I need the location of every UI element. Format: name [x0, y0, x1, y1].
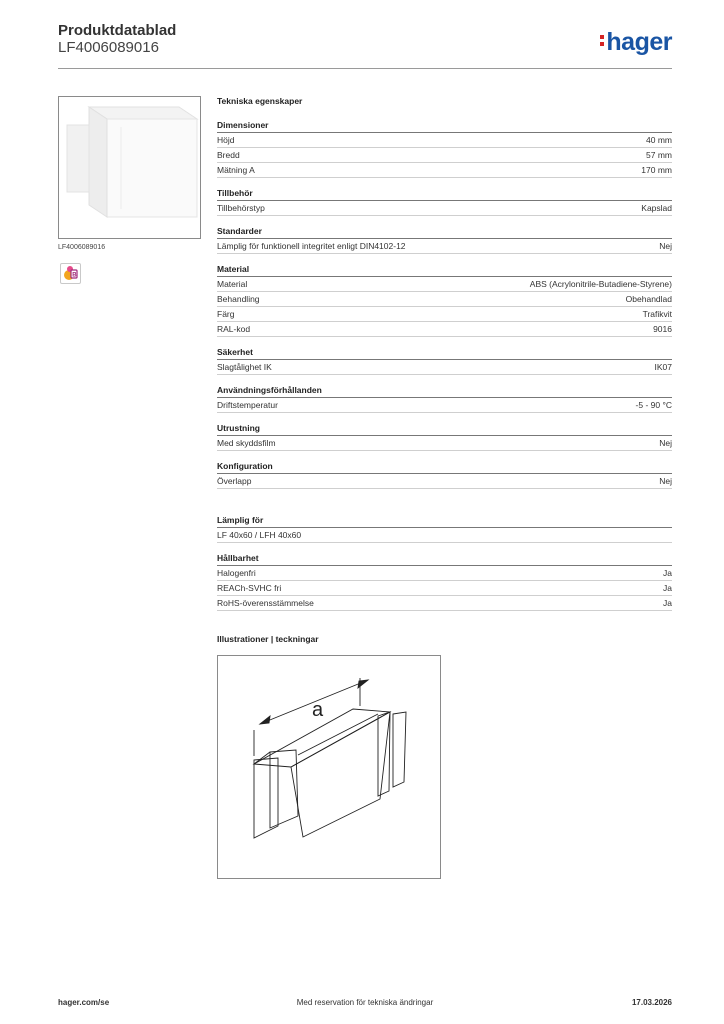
- section-suitable-for: [217, 515, 672, 543]
- page-header: [58, 22, 672, 69]
- spec-label: Mätning A: [217, 165, 255, 175]
- svg-text:B: B: [72, 272, 77, 279]
- section-safety: [217, 347, 672, 375]
- section-sustainability: [217, 553, 672, 611]
- spec-value: IK07: [654, 362, 672, 372]
- specs-heading: Tekniska egenskaper: [217, 96, 303, 106]
- spec-value: Nej: [659, 438, 672, 448]
- spec-label: LF 40x60 / LFH 40x60: [217, 530, 302, 540]
- spec-label: Driftstemperatur: [217, 400, 278, 410]
- spec-label: Material: [217, 279, 248, 289]
- section-title: Konfiguration: [217, 461, 672, 474]
- spec-label: Höjd: [217, 135, 235, 145]
- spec-value: Ja: [663, 598, 672, 608]
- spec-row: [217, 148, 672, 163]
- spec-row: [217, 239, 672, 254]
- section-title: Dimensioner: [217, 120, 672, 133]
- section-title: Standarder: [217, 226, 672, 239]
- spec-value: 57 mm: [646, 150, 672, 160]
- spec-row: [217, 277, 672, 292]
- spec-row: [217, 436, 672, 451]
- section-standards: [217, 226, 672, 254]
- section-equipment: [217, 423, 672, 451]
- spec-label: REACh-SVHC fri: [217, 583, 282, 593]
- technical-drawing: [217, 655, 441, 879]
- section-title: Säkerhet: [217, 347, 672, 360]
- section-title: Hållbarhet: [217, 553, 672, 566]
- spec-value: 170 mm: [641, 165, 672, 175]
- eco-badge-icon: [60, 263, 81, 284]
- logo-text: hager: [606, 28, 672, 56]
- spec-value: Trafikvit: [642, 309, 672, 319]
- t-piece-drawing: [218, 656, 440, 878]
- spec-row: [217, 322, 672, 337]
- spec-row: [217, 360, 672, 375]
- section-material: [217, 264, 672, 337]
- spec-label: RAL-kod: [217, 324, 251, 334]
- spec-row: [217, 307, 672, 322]
- section-title: Lämplig för: [217, 515, 672, 528]
- dimension-label: a: [312, 699, 324, 721]
- technical-specs: [217, 96, 672, 611]
- spec-row: [217, 201, 672, 216]
- spec-label: Behandling: [217, 294, 260, 304]
- footer-disclaimer: Med reservation för tekniska ändringar: [296, 998, 434, 1007]
- spec-row: [217, 474, 672, 489]
- product-thumbnail: [58, 96, 201, 239]
- hager-logo: [600, 28, 672, 57]
- spec-label: Halogenfri: [217, 568, 256, 578]
- spec-value: Ja: [663, 583, 672, 593]
- spec-row: [217, 596, 672, 611]
- spec-row: [217, 581, 672, 596]
- spec-label: Bredd: [217, 150, 240, 160]
- footer-website[interactable]: hager.com/se: [58, 998, 110, 1007]
- spec-value: Kapslad: [641, 203, 672, 213]
- spec-value: -5 - 90 °C: [635, 400, 672, 410]
- product-image: [59, 97, 200, 238]
- product-code: LF4006089016: [58, 39, 159, 56]
- spec-row: [217, 398, 672, 413]
- section-title: Tillbehör: [217, 188, 672, 201]
- section-operating-conditions: [217, 385, 672, 413]
- spec-value: 9016: [653, 324, 672, 334]
- spec-value: ABS (Acrylonitrile-Butadiene-Styrene): [529, 279, 672, 289]
- spec-value: Nej: [659, 241, 672, 251]
- spec-label: Överlapp: [217, 476, 252, 486]
- spec-value: Nej: [659, 476, 672, 486]
- spec-label: Lämplig för funktionell integritet enligt DIN4102-12: [217, 241, 406, 251]
- thumbnail-code: LF4006089016: [58, 244, 106, 251]
- page-title: Produktdatablad: [58, 22, 177, 39]
- footer-date: 17.03.2026: [631, 998, 672, 1007]
- section-configuration: [217, 461, 672, 489]
- spec-label: Färg: [217, 309, 235, 319]
- section-title: Material: [217, 264, 672, 277]
- illustrations-title: Illustrationer | teckningar: [217, 634, 319, 644]
- spec-value: Ja: [663, 568, 672, 578]
- spec-row: [217, 566, 672, 581]
- section-title: Användningsförhållanden: [217, 385, 672, 398]
- spec-label: Med skyddsfilm: [217, 438, 276, 448]
- spec-row: [217, 163, 672, 178]
- section-title: Utrustning: [217, 423, 672, 436]
- section-accessories: [217, 188, 672, 216]
- section-dimensions: [217, 120, 672, 178]
- spec-label: Tillbehörstyp: [217, 203, 265, 213]
- spec-row: [217, 528, 672, 543]
- spec-value: Obehandlad: [625, 294, 672, 304]
- spec-value: 40 mm: [646, 135, 672, 145]
- spec-label: RoHS-överensstämmelse: [217, 598, 314, 608]
- spec-row: [217, 133, 672, 148]
- spec-row: [217, 292, 672, 307]
- spec-label: Slagtålighet IK: [217, 362, 272, 372]
